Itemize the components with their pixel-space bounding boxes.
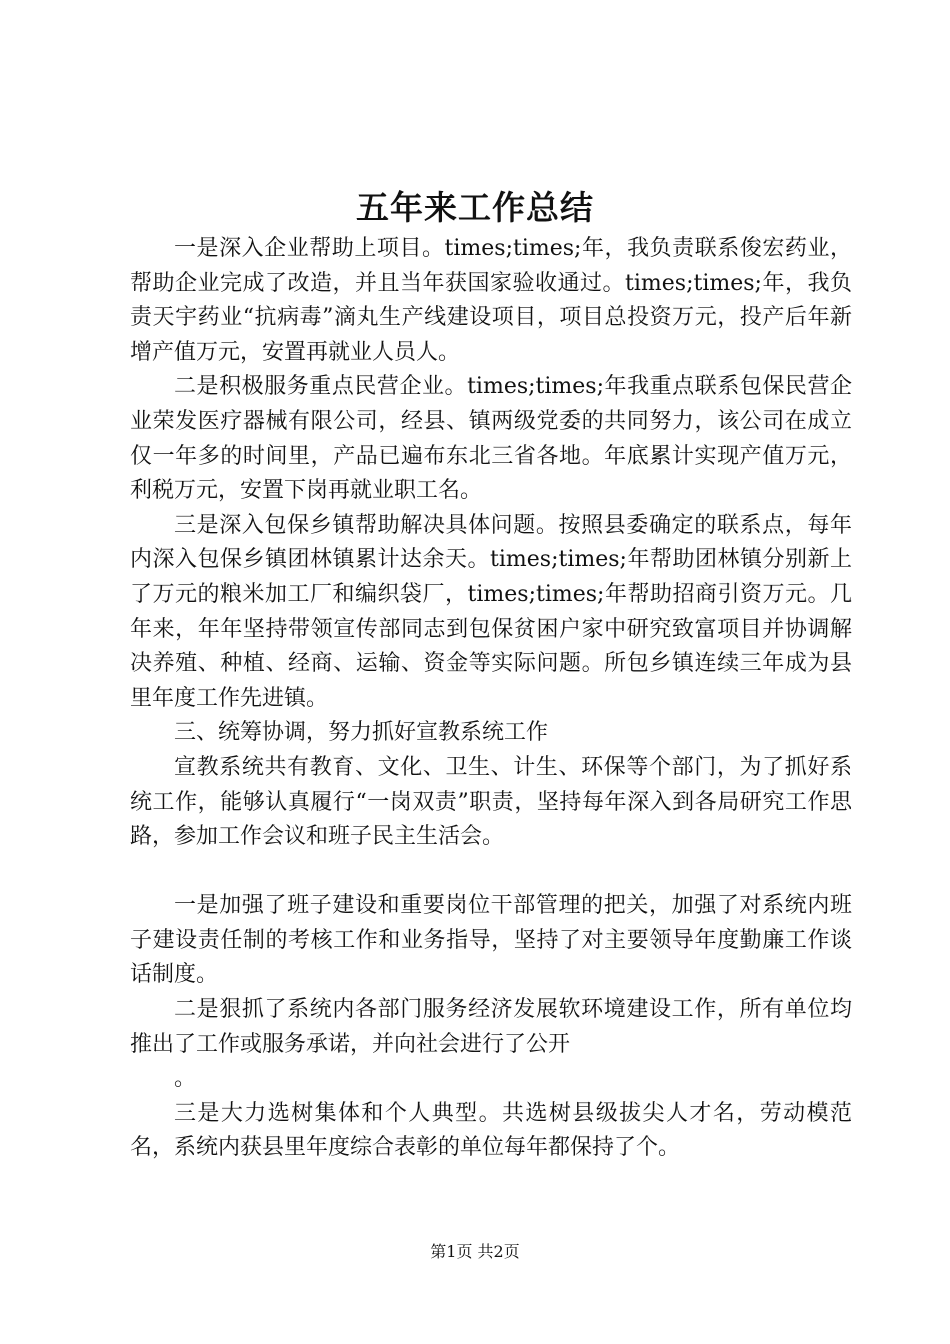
paragraph: 一是加强了班子建设和重要岗位干部管理的把关，加强了对系统内班子建设责任制的考核工作和业务指导，坚持了对主要领导年度勤廉工作谈话制度。 (130, 893, 852, 988)
paragraph: 三是深入包保乡镇帮助解决具体问题。按照县委确定的联系点，每年内深入包保乡镇团林镇累计达余天。times;times;年帮助团林镇分别新上了万元的粮米加工厂和编织袋厂，times;times;年帮助招商引资万元。几年来，年年坚持带领宣传部同志到包保贫困户家中研究致富项目并协调解决养殖、种植、经商、运输、资金等实际问题。所包乡镇连续三年成为县里年度工作先进镇。 (130, 512, 852, 711)
paragraph: 二是积极服务重点民营企业。times;times;年我重点联系包保民营企业荣发医疗器械有限公司，经县、镇两级党委的共同努力，该公司在成立仅一年多的时间里，产品已遍布东北三省各地。年底累计实现产值万元，利税万元，安置下岗再就业职工名。 (130, 374, 852, 504)
document-body (130, 232, 852, 1166)
document-title: 五年来工作总结 (356, 188, 594, 227)
page-footer: 第1页 共2页 (430, 1242, 520, 1261)
section-intro: 宣教系统共有教育、文化、卫生、计生、环保等个部门，为了抓好系统工作，能够认真履行“一岗双责”职责，坚持每年深入到各局研究工作思路，参加工作会议和班子民主生活会。 (130, 754, 852, 850)
trailing-punctuation: 。 (174, 1066, 197, 1092)
blank-line (130, 855, 852, 890)
paragraph: 二是狠抓了系统内各部门服务经济发展软环境建设工作，所有单位均推出了工作或服务承诺，并向社会进行了公开 (130, 997, 852, 1057)
section-heading: 三、统筹协调，努力抓好宣教系统工作 (174, 720, 549, 746)
paragraph: 三是大力选树集体和个人典型。共选树县级拔尖人才名，劳动模范名，系统内获县里年度综合表彰的单位每年都保持了个。 (130, 1100, 852, 1161)
paragraph: 一是深入企业帮助上项目。times;times;年，我负责联系俊宏药业，帮助企业完成了改造，并且当年获国家验收通过。times;times;年，我负责天宇药业“抗病毒”滴丸生产线建设项目，项目总投资万元，投产后年新增产值万元，安置再就业人员人。 (130, 236, 852, 365)
